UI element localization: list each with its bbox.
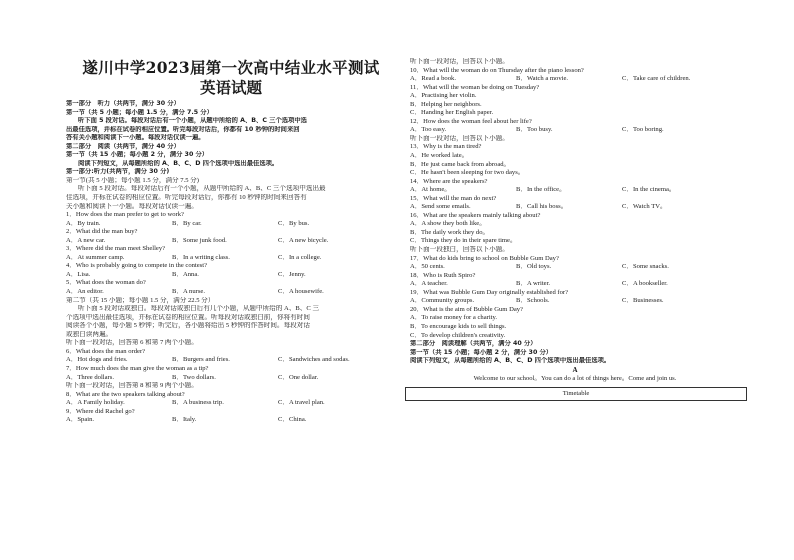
intro-line: 第一节(共 5 小题；每小题 1.5 分，满分 7.5 分) [66, 176, 199, 184]
option-a[interactable]: A．An editor. [66, 288, 104, 296]
instruction-line: 阅读各个小题，每小题 5 秒钟；听完后，各小题将给出 5 秒钟的作答时间。每段对话 [66, 322, 310, 330]
intro-line: 第一节（共 15 小题；每小题 2 分，满分 30 分） [66, 151, 209, 159]
option-b[interactable]: B．Two dollars. [172, 373, 216, 381]
intro-line: 听下面 5 段对话。每段对话后有一个小题，从题中所给的 A、B、C 三个选项中选 [78, 117, 307, 125]
option-c[interactable]: C．A travel plan. [278, 399, 325, 407]
option-c[interactable]: C．In the cinema。 [622, 186, 676, 194]
option-b[interactable]: B．Watch a movie. [516, 75, 569, 83]
option-a[interactable]: A．Practising her violin. [410, 92, 477, 100]
exam-title: 遂川中学2023届第一次高中结业水平测试 [82, 58, 380, 77]
instruction-line: 听下面一段对话，回答第 6 和第 7 两个小题。 [66, 339, 198, 347]
option-a[interactable]: A．A new car. [66, 236, 106, 244]
option-a[interactable]: A．Community groups. [410, 297, 475, 305]
instruction-line: 或独白读两遍。 [66, 330, 113, 338]
option-row [66, 288, 396, 297]
option-c[interactable]: C．A new bicycle. [278, 236, 329, 244]
left-column [66, 58, 396, 425]
question-stem: 19．What was Bubble Gum Day originally established for? [410, 288, 569, 296]
option-c[interactable]: C．Watch TV。 [622, 203, 667, 211]
question-stem: 18．Who is Ruth Spiro? [410, 271, 476, 279]
option-b[interactable]: B．A business trip. [172, 399, 224, 407]
question-stem: 11．What will the woman be doing on Tuesday? [410, 83, 540, 91]
instruction-line: 听下面 5 段对话或独白。每段对话或独白后有几个小题，从题中所给的 A、B、C 三 [78, 305, 320, 313]
section-heading: 第二部分 阅读理解（共两节，满分 40 分） [410, 340, 537, 348]
passage-intro: Welcome to our school。You can do a lot of things here。Come and join us. [473, 374, 677, 382]
question-stem: 13．Why is the man tired? [410, 143, 482, 151]
option-b[interactable]: B．To encourage kids to sell things. [410, 322, 507, 330]
option-row [66, 254, 396, 263]
option-a[interactable]: A．To raise money for a charity. [410, 314, 497, 322]
question-stem: 10．What will the woman do on Thursday after the piano lesson? [410, 66, 584, 74]
intro-line: 佳选项，并标在试卷的相应位置。听完每段对话后，你都有 10 秒钟的时间来回答有 [66, 194, 307, 202]
instruction-line: 听下面一段对话，回答第 8 和第 9 两个小题。 [66, 382, 198, 390]
option-row [66, 237, 396, 246]
option-a[interactable]: A．He worked late。 [410, 152, 469, 160]
question-stem: 12．How does the woman feel about her life? [410, 117, 532, 125]
option-c[interactable]: C．In a college. [278, 253, 322, 261]
option-b[interactable]: B．Italy. [172, 416, 197, 424]
option-a[interactable]: A．Too easy. [410, 126, 447, 134]
option-b[interactable]: B．The daily work they do。 [410, 228, 490, 236]
option-c[interactable]: C．Some snacks. [622, 263, 669, 271]
option-b[interactable]: B．Too busy. [516, 126, 553, 134]
question-stem: 3．Where did the man meet Shelley? [66, 245, 166, 253]
option-c[interactable]: C．A housewife. [278, 288, 324, 296]
intro-line: 第一部分 听力（共两节，满分 30 分） [66, 100, 180, 107]
option-b[interactable]: B．Old toys. [516, 263, 552, 271]
option-row [410, 203, 740, 212]
instruction-line: 听下面一段对话，回答以下小题。 [410, 134, 509, 142]
instruction-line: 听下面一段对话，回答以下小题。 [410, 58, 509, 65]
instruction-line: 第二节（共 15 小题；每小题 1.5 分，满分 22.5 分） [66, 296, 215, 304]
question-stem: 8．What are the two speakers talking about? [66, 390, 185, 398]
option-c[interactable]: C．Things they do in their spare time。 [410, 237, 517, 245]
section-heading: 第一节（共 15 小题；每小题 2 分，满分 30 分） [410, 348, 553, 356]
option-row [66, 399, 396, 408]
intro-block [66, 100, 396, 211]
section-2-instructions [66, 297, 396, 348]
option-c[interactable]: C．Handing her English paper. [410, 109, 494, 117]
question-stem: 9．Where did Rachel go? [66, 407, 135, 415]
option-a[interactable]: A．By train. [66, 219, 101, 227]
option-c[interactable]: C．Businesses. [622, 297, 664, 305]
question-stem: 6．What does the man order? [66, 347, 146, 355]
question-group-1 [66, 211, 396, 296]
intro-line: 听下面 5 段对话。每段对话后有一个小题，从题中所给的 A、B、C 三个选项中选出最 [78, 185, 326, 193]
question-stem: 20．What is the aim of Bubble Gum Day? [410, 305, 523, 313]
option-a[interactable]: A．Send some emails. [410, 203, 471, 211]
option-a[interactable]: A．A teacher. [410, 280, 448, 288]
question-stem: 1．How does the man prefer to get to work? [66, 211, 184, 219]
option-a[interactable]: A．Lisa. [66, 270, 91, 278]
option-row [66, 374, 396, 383]
option-c[interactable]: C．He hasn't been sleeping for two days。 [410, 169, 525, 177]
intro-line: 答有关小题和阅读下一小题。每段对话仅读一遍。 [66, 134, 205, 142]
option-row [410, 297, 740, 306]
option-c[interactable]: C．China. [278, 416, 307, 424]
option-a[interactable]: A．At summer camp. [66, 253, 125, 261]
passage-label: A [572, 365, 578, 374]
option-a[interactable]: A．Spain. [66, 416, 95, 424]
question-stem: 5．What does the woman do? [66, 279, 146, 287]
intro-line: 阅读下列短文，从每题所给的 A、B、C、D 四个选项中选出最佳选项。 [78, 159, 279, 167]
option-c[interactable]: C．To develop children's creativity. [410, 331, 506, 339]
intro-line: 第二部分 阅读（共两节，满分 40 分） [66, 142, 180, 150]
option-a[interactable]: A．Read a book. [410, 75, 456, 83]
option-row [66, 416, 396, 425]
option-b[interactable]: B．In the office。 [516, 186, 566, 194]
section-instruction: 阅读下列短文，从每题所给的 A、B、C、D 四个选项中选出最佳选项。 [410, 357, 611, 365]
option-c[interactable]: C．One dollar. [278, 373, 319, 381]
option-b[interactable]: B．Call his boss。 [516, 203, 568, 211]
option-row [66, 356, 396, 365]
option-row [410, 263, 740, 272]
intro-line: 出最佳选项，并标在试卷的相应位置。听完每段对话后，你都有 10 秒钟的时间来回 [66, 125, 300, 133]
option-c[interactable]: C．By bus. [278, 219, 310, 227]
option-b[interactable]: B．Some junk food. [172, 236, 227, 244]
intro-line: 关小题和阅读下一小题。每段对话仅读一遍。 [66, 202, 198, 210]
timetable-box: Timetable [405, 387, 747, 401]
option-row [410, 126, 740, 135]
question-stem: 2．What did the man buy? [66, 228, 138, 236]
option-b[interactable]: B．A nurse. [172, 288, 205, 296]
option-b[interactable]: B．A writer. [516, 280, 551, 288]
intro-line: 第一部分:听力(共两节，满分 30 分) [66, 168, 170, 176]
option-a[interactable]: A．50 cents. [410, 263, 445, 271]
instruction-line: 听下面一段独白，回答以下小题。 [410, 246, 509, 254]
option-b[interactable]: B．He just came back from abroad。 [410, 160, 511, 168]
question-stem: 14．Where are the speakers? [410, 177, 488, 185]
exam-subtitle: 英语试题 [199, 78, 262, 97]
option-b[interactable]: B．Anna. [172, 270, 199, 278]
right-column [410, 58, 740, 401]
option-row [410, 186, 740, 195]
question-stem: 15．What will the man do next? [410, 194, 497, 202]
question-stem: 4．Who is probably going to compete in the contest? [66, 262, 208, 270]
option-a[interactable]: A．At home。 [410, 186, 451, 194]
option-b[interactable]: B．Schools. [516, 297, 550, 305]
option-b[interactable]: B．Burgers and fries. [172, 356, 230, 364]
title-block [66, 58, 396, 98]
question-stem: 17．What do kids bring to school on Bubble Gum Day? [410, 254, 559, 262]
option-c[interactable]: C．Jenny. [278, 270, 306, 278]
option-row [66, 271, 396, 280]
option-a[interactable]: A．Three dollars. [66, 373, 114, 381]
intro-line: 第一节（共 5 小题；每小题 1.5 分，满分 7.5 分） [66, 108, 213, 116]
option-b[interactable]: B．In a writing class. [172, 253, 230, 261]
option-row [410, 75, 740, 84]
option-c[interactable]: C．Sandwiches and sodas. [278, 356, 350, 364]
option-b[interactable]: B．Helping her neighbors. [410, 100, 482, 108]
option-c[interactable]: C．Too boring. [622, 126, 664, 134]
option-row [66, 220, 396, 229]
instruction-line: 个选项中选出最佳选项，并标在试卷的相应位置。听每段对话或独白前，你将有时间 [66, 313, 310, 321]
option-row [410, 280, 740, 289]
option-c[interactable]: C．Take care of children. [622, 75, 691, 83]
option-b[interactable]: B．By car. [172, 219, 202, 227]
option-c[interactable]: C．A bookseller. [622, 280, 668, 288]
question-stem: 16．What are the speakers mainly talking about? [410, 211, 541, 219]
option-a[interactable]: A．Hot dogs and fries. [66, 356, 128, 364]
question-group-2 [66, 348, 396, 425]
option-a[interactable]: A．A show they both like。 [410, 220, 486, 228]
question-stem: 7．How much does the man give the woman as a tip? [66, 364, 209, 372]
option-a[interactable]: A．A Family holiday. [66, 399, 125, 407]
